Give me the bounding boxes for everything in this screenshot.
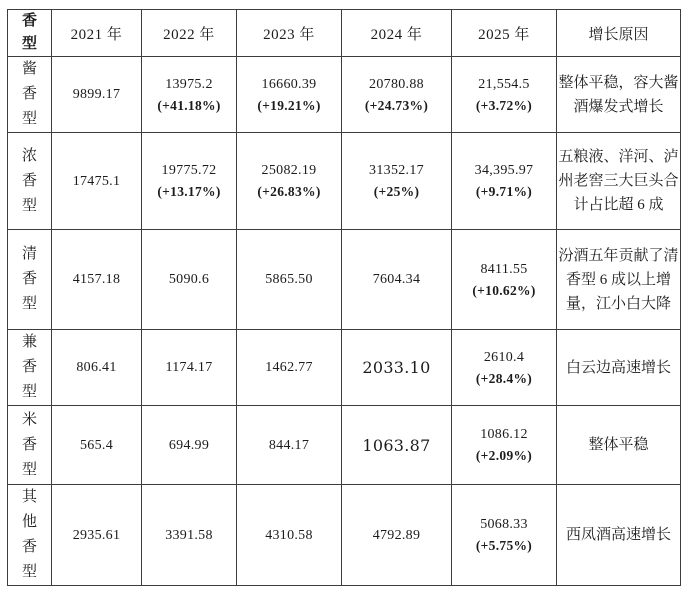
value-2021: 4157.18 xyxy=(72,272,121,287)
header-cell-2023: 2023 年 xyxy=(237,10,342,57)
table-header-row xyxy=(8,10,681,57)
growth-reason-cell: 汾酒五年贡献了清香型 6 成以上增量，江小白大降 xyxy=(557,230,681,330)
value-2024: 1063.87 xyxy=(362,435,431,455)
value-2023: 844.17 xyxy=(268,437,310,453)
header-cell-2021: 2021 年 xyxy=(52,10,142,57)
value-2024: 7604.34 xyxy=(372,272,421,287)
growth-reason-cell: 整体平稳，容大酱酒爆发式增长 xyxy=(557,57,681,133)
growth-reason-cell: 整体平稳 xyxy=(557,406,681,485)
table-row-light-aroma xyxy=(8,230,681,330)
value-2022: 13975.2 xyxy=(165,76,213,92)
growth-reason-cell: 西凤酒高速增长 xyxy=(557,485,681,586)
row-label: 其他香型 xyxy=(21,489,37,580)
value-2024: 2033.10 xyxy=(362,358,431,377)
value-cell xyxy=(142,230,237,330)
value-cell xyxy=(237,330,342,406)
growth-pct: (+41.18%) xyxy=(157,97,221,113)
value-cell xyxy=(142,57,237,133)
row-label: 清香型 xyxy=(21,246,37,312)
value-cell xyxy=(52,330,142,406)
header-cell-2025: 2025 年 xyxy=(452,10,557,57)
value-2024: 20780.88 xyxy=(369,76,424,92)
growth-pct: (+28.4%) xyxy=(475,370,533,386)
value-2023: 25082.19 xyxy=(261,163,317,178)
value-2022: 1174.17 xyxy=(165,360,213,375)
row-label-cell xyxy=(8,57,52,133)
value-cell xyxy=(52,57,142,133)
row-label: 米香型 xyxy=(21,411,37,478)
value-cell xyxy=(452,485,557,586)
value-2021: 565.4 xyxy=(80,437,113,453)
value-cell xyxy=(142,485,237,586)
value-cell xyxy=(237,406,342,485)
value-2025: 34,395.97 xyxy=(474,163,534,178)
growth-reason-cell: 五粮液、洋河、泸州老窖三大巨头合计占比超 6 成 xyxy=(557,133,681,230)
table-row-rice-aroma xyxy=(8,406,681,485)
row-label-cell xyxy=(8,485,52,586)
growth-reason-cell: 白云边高速增长 xyxy=(557,330,681,406)
growth-pct: (+9.71%) xyxy=(475,184,533,199)
value-2024: 31352.17 xyxy=(369,163,424,178)
header-cell-2022: 2022 年 xyxy=(142,10,237,57)
value-cell xyxy=(237,57,342,133)
value-cell xyxy=(452,230,557,330)
row-label: 酱香型 xyxy=(21,61,37,127)
growth-pct: (+3.72%) xyxy=(475,97,533,113)
value-cell xyxy=(142,406,237,485)
table-row-strong-aroma xyxy=(8,133,681,230)
value-2025: 8411.55 xyxy=(480,261,528,277)
value-2025: 5068.33 xyxy=(480,517,528,532)
value-cell xyxy=(52,406,142,485)
value-cell xyxy=(342,230,452,330)
value-2022: 19775.72 xyxy=(161,163,217,178)
value-cell xyxy=(237,230,342,330)
growth-pct: (+2.09%) xyxy=(475,448,533,463)
value-2025: 2610.4 xyxy=(483,349,525,365)
header-label-aroma-type: 香型 xyxy=(21,13,37,52)
value-2025: 21,554.5 xyxy=(478,76,530,92)
value-cell xyxy=(452,57,557,133)
liquor-aroma-growth-table xyxy=(7,9,681,586)
value-2023: 4310.58 xyxy=(265,527,313,543)
header-cell-growth-reason: 增长原因 xyxy=(557,10,681,57)
header-cell-2024: 2024 年 xyxy=(342,10,452,57)
row-label-cell xyxy=(8,230,52,330)
row-label-cell xyxy=(8,330,52,406)
value-2023: 5865.50 xyxy=(265,272,313,287)
value-cell xyxy=(452,330,557,406)
value-cell xyxy=(142,330,237,406)
row-label: 兼香型 xyxy=(21,334,37,400)
value-cell xyxy=(52,230,142,330)
value-cell xyxy=(342,133,452,230)
value-2025: 1086.12 xyxy=(480,427,528,442)
growth-pct: (+13.17%) xyxy=(157,184,221,199)
row-label-cell xyxy=(8,133,52,230)
growth-pct: (+24.73%) xyxy=(364,97,429,113)
value-cell xyxy=(452,406,557,485)
header-cell-aroma-type xyxy=(8,10,52,57)
value-cell xyxy=(237,133,342,230)
value-2021: 2935.61 xyxy=(72,527,121,543)
value-cell xyxy=(342,485,452,586)
value-2022: 5090.6 xyxy=(168,272,210,287)
growth-pct: (+25%) xyxy=(373,184,420,199)
value-cell xyxy=(52,133,142,230)
value-2022: 3391.58 xyxy=(165,527,213,543)
value-cell xyxy=(342,57,452,133)
value-cell xyxy=(342,406,452,485)
value-cell xyxy=(452,133,557,230)
table-row-other-aroma xyxy=(8,485,681,586)
growth-pct: (+19.21%) xyxy=(257,97,321,113)
value-2023: 16660.39 xyxy=(261,76,317,92)
value-cell xyxy=(142,133,237,230)
table-row-mixed-aroma xyxy=(8,330,681,406)
value-2024: 4792.89 xyxy=(372,527,421,543)
value-2021: 9899.17 xyxy=(72,87,121,102)
row-label-cell xyxy=(8,406,52,485)
value-2023: 1462.77 xyxy=(265,360,313,375)
value-cell xyxy=(52,485,142,586)
value-2022: 694.99 xyxy=(168,437,210,453)
value-2021: 17475.1 xyxy=(72,173,121,189)
value-cell xyxy=(237,485,342,586)
growth-pct: (+5.75%) xyxy=(475,538,533,553)
value-2021: 806.41 xyxy=(76,360,117,375)
growth-pct: (+10.62%) xyxy=(472,282,536,298)
value-cell xyxy=(342,330,452,406)
table-row-sauce-aroma xyxy=(8,57,681,133)
row-label: 浓香型 xyxy=(21,147,37,214)
growth-pct: (+26.83%) xyxy=(257,184,321,199)
